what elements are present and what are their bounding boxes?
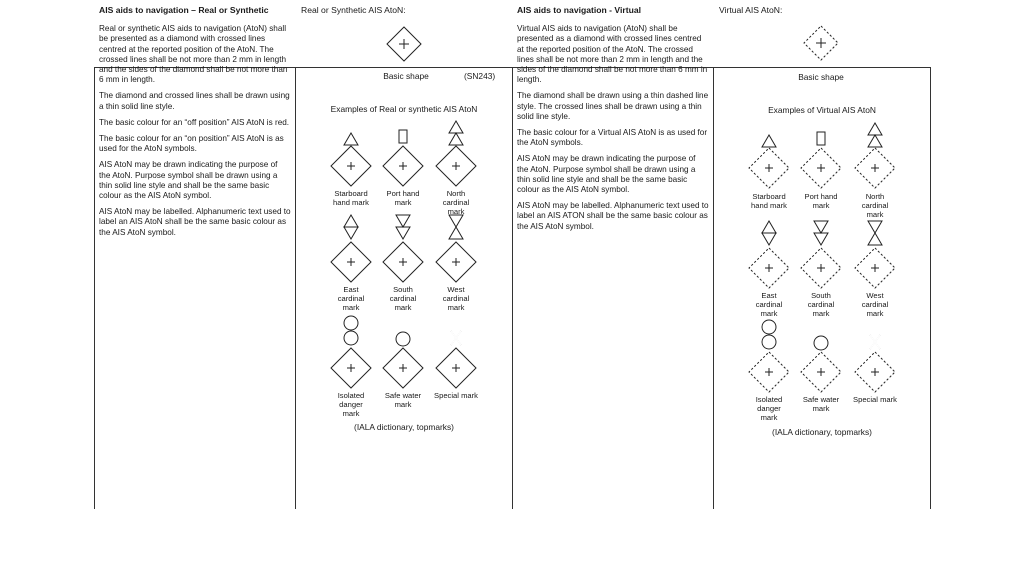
basic-shape-symbol [804, 26, 838, 60]
paragraph: The basic colour for an “off position” AIS AtoN is red. [99, 117, 290, 127]
aton-mark-symbol [331, 316, 371, 388]
aton-mark-symbol [801, 336, 841, 392]
aton-mark-label: Special mark [853, 395, 897, 404]
aton-mark-symbol [749, 320, 789, 392]
aton-mark-label: Starboard hand mark [751, 192, 787, 210]
aton-mark-label: Isolated danger mark [755, 395, 783, 422]
paragraph: The basic colour for a Virtual AIS AtoN is as used for the AtoN symbols. [517, 128, 708, 148]
examples-title: Examples of Virtual AIS AtoN [768, 105, 876, 115]
aton-mark-symbol [331, 133, 371, 186]
aton-mark-symbol [383, 215, 423, 282]
aton-mark-label: South cardinal mark [389, 285, 417, 312]
examples-title: Examples of Real or synthetic AIS AtoN [330, 104, 478, 114]
aton-mark-label: Port hand mark [804, 192, 838, 210]
aton-mark-symbol [749, 135, 789, 188]
virtual-aton-description [517, 0, 709, 442]
aton-mark-symbol [801, 132, 841, 188]
aton-mark-label: East cardinal mark [755, 291, 783, 318]
column-divider [94, 67, 95, 509]
aton-mark-label: East cardinal mark [337, 285, 365, 312]
virtual-aton-symbols-heading: Virtual AIS AtoN: [719, 5, 783, 15]
real-aton-symbols [296, 0, 512, 442]
real-aton-heading: AIS aids to navigation – Real or Synthetic [99, 5, 269, 15]
aton-mark-symbol [801, 221, 841, 288]
aton-mark-label: Special mark [434, 391, 478, 400]
aton-mark-label: Isolated danger mark [337, 391, 365, 418]
source-note: (IALA dictionary, topmarks) [772, 427, 872, 437]
aton-mark-symbol [331, 215, 371, 282]
real-aton-symbols-heading: Real or Synthetic AIS AtoN: [301, 5, 406, 15]
virtual-aton-symbols [714, 0, 930, 442]
aton-mark-symbol [383, 130, 423, 186]
real-aton-description [99, 0, 291, 442]
aton-mark-label: Port hand mark [386, 189, 420, 207]
aton-mark-symbol [749, 221, 789, 288]
source-note: (IALA dictionary, topmarks) [354, 422, 454, 432]
aton-mark-symbol [436, 121, 476, 186]
aton-mark-label: North cardinal mark [861, 192, 889, 219]
aton-mark-label: Safe water mark [802, 395, 840, 413]
virtual-aton-heading: AIS aids to navigation - Virtual [517, 5, 641, 15]
basic-shape-label: Basic shape [798, 72, 844, 82]
aton-mark-label: West cardinal mark [442, 285, 470, 312]
paragraph: Real or synthetic AIS aids to navigation (AtoN) shall be presented as a diamond with crossed lines centred at the reported position of the AtoN. The crossed lines shall be not more than 2 mm in length and the sides of the diamond shall be not more than 6 mm in length. [99, 24, 288, 85]
aton-mark-label: West cardinal mark [861, 291, 889, 318]
basic-shape-symbol [387, 27, 421, 61]
column-divider [512, 67, 513, 509]
aton-mark-symbol [855, 221, 895, 288]
column-divider [930, 67, 931, 509]
paragraph: The diamond and crossed lines shall be drawn using a thin solid line style. [99, 91, 290, 111]
paragraph: AIS AtoN may be drawn indicating the purpose of the AtoN. Purpose symbol shall be drawn using a thin solid line style and shall be the same basic colour as the AIS AtoN symbol. [99, 160, 278, 201]
aton-mark-symbol [855, 123, 895, 188]
paragraph: The diamond shall be drawn using a thin dashed line style. The crossed lines shall be drawn using a thin solid line style. [517, 91, 709, 121]
paragraph: AIS AtoN may be labelled. Alphanumeric text used to label an AIS ATON shall be the same basic colour as the AIS AtoN symbol. [517, 201, 709, 231]
paragraph: AIS AtoN may be labelled. Alphanumeric text used to label an AIS AtoN shall be the same basic colour as the AIS AtoN symbol. [99, 207, 291, 237]
paragraph: AIS AtoN may be drawn indicating the purpose of the AtoN. Purpose symbol shall be drawn using a thin solid line style and shall be the same basic colour as the AIS AtoN symbol. [517, 154, 696, 195]
aton-mark-symbol [436, 215, 476, 282]
aton-mark-label: Safe water mark [384, 391, 422, 409]
aton-mark-label: Starboard hand mark [333, 189, 369, 207]
aton-mark-symbol [855, 335, 895, 392]
symbol-code: (SN243) [464, 71, 496, 81]
aton-mark-symbol [436, 331, 476, 388]
aton-mark-label: South cardinal mark [807, 291, 835, 318]
paragraph: Virtual AIS aids to navigation (AtoN) shall be presented as a diamond with crossed lines centred at the reported position of the AtoN. The crossed lines shall be not more than 2 mm in length and the sides of the diamond shall be not more than 6 mm in length. [517, 24, 708, 85]
basic-shape-label: Basic shape [383, 71, 429, 81]
paragraph: The basic colour for an “on position” AIS AtoN is as used for the AtoN symbols. [99, 134, 284, 154]
aton-mark-symbol [383, 332, 423, 388]
aton-mark-label: North cardinal mark [442, 189, 470, 216]
